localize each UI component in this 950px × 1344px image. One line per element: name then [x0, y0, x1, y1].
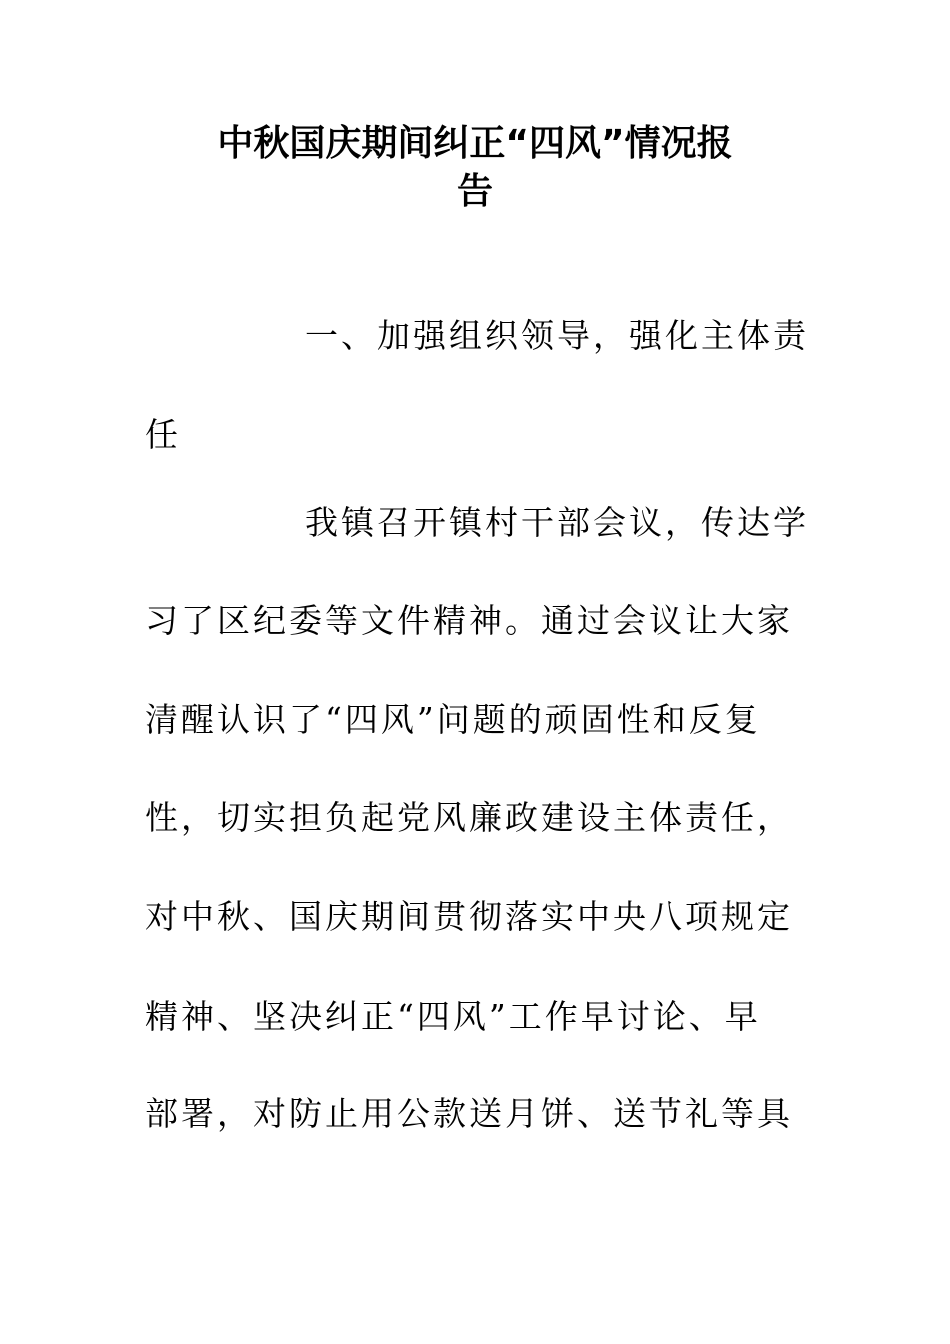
paragraph-line: 清醒认识了“四风”问题的顽固性和反复 [145, 700, 761, 739]
section-heading-line-1: 一、加强组织领导，强化主体责 [305, 316, 809, 355]
paragraph-line: 精神、坚决纠正“四风”工作早讨论、早 [145, 997, 761, 1036]
section-heading-line-2: 任 [145, 415, 181, 454]
title-line-1: 中秋国庆期间纠正“四风”情况报 [217, 123, 733, 164]
paragraph-line: 性，切实担负起党风廉政建设主体责任， [145, 798, 793, 837]
title-line-2: 告 [456, 171, 493, 212]
paragraph-line: 对中秋、国庆期间贯彻落实中央八项规定 [145, 897, 793, 936]
paragraph-line: 我镇召开镇村干部会议，传达学 [305, 503, 809, 542]
paragraph-line: 习了区纪委等文件精神。通过会议让大家 [145, 601, 793, 640]
document-title [145, 120, 805, 216]
paragraph-line: 部署，对防止用公款送月饼、送节礼等具 [145, 1094, 793, 1133]
